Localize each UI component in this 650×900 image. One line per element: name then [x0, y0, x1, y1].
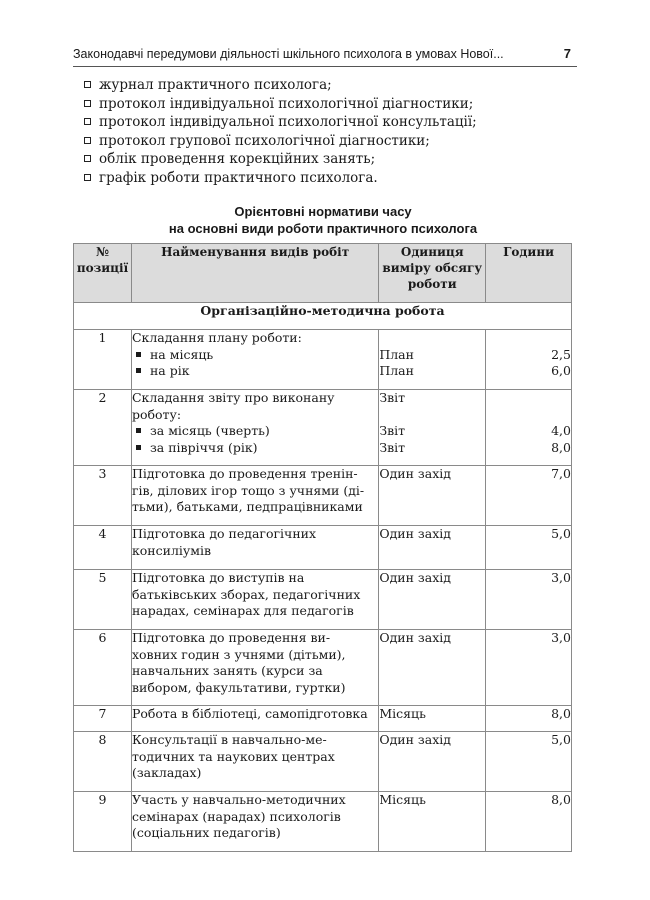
- running-header-title: Законодавчі передумови діяльності шкільного психолога в умовах Нової...: [73, 47, 504, 61]
- table-caption-line-1: Орієнтовні нормативи часу: [234, 204, 412, 219]
- section-title: Організаційно-методична робота: [74, 303, 572, 330]
- header-name: Найменування видів робіт: [131, 244, 378, 303]
- section-row: [74, 303, 572, 330]
- square-bullet-icon: [84, 137, 91, 144]
- square-bullet-icon: [84, 118, 91, 125]
- table-row: 9 Участь у навчально-методичних семінарах (нарадах) психологів (соціальних педагогів) Місяць 8,0: [74, 792, 572, 852]
- list-item: облік проведення корекційних занять;: [82, 150, 477, 169]
- table-row: 1 Складання плану роботи: на місяць на рік План План 2,5 6,0: [74, 330, 572, 390]
- list-item: протокол групової психологічної діагностики;: [82, 132, 477, 151]
- bullet-icon: [136, 352, 141, 357]
- table-row: 5 Підготовка до виступів на батьківських зборах, педагогічних нарадах, семінарах для педагогів Один захід 3,0: [74, 570, 572, 630]
- list-item: журнал практичного психолога;: [82, 76, 477, 95]
- table-row: 7 Робота в бібліотеці, самопідготовка Місяць 8,0: [74, 706, 572, 732]
- bullet-icon: [136, 445, 141, 450]
- list-item: протокол індивідуальної психологічної діагностики;: [82, 95, 477, 114]
- bullet-icon: [136, 368, 141, 373]
- table-row: 6 Підготовка до проведення ви- ховних годин з учнями (дітьми), навчальних занять (курси за вибором, факультативи, гуртки) Один захід 3,0: [74, 630, 572, 706]
- square-bullet-icon: [84, 174, 91, 181]
- square-bullet-icon: [84, 81, 91, 88]
- table-header-row: [74, 244, 572, 303]
- header-num: № позиції: [74, 244, 132, 303]
- running-header: [73, 44, 577, 67]
- list-item: графік роботи практичного психолога.: [82, 169, 477, 188]
- square-bullet-icon: [84, 100, 91, 107]
- table-row: 4 Підготовка до педагогічних консиліумів Один захід 5,0: [74, 526, 572, 570]
- list-item: протокол індивідуальної психологічної консультації;: [82, 113, 477, 132]
- square-bullet-icon: [84, 155, 91, 162]
- page-number: 7: [563, 46, 571, 61]
- document-list: [82, 76, 477, 188]
- sub-item: на місяць: [132, 347, 378, 364]
- sub-item: на рік: [132, 363, 378, 380]
- table-row: 3 Підготовка до проведення тренін- гів, ділових ігор тощо з учнями (ді- тьми), батьками, педпрацівниками Один захід 7,0: [74, 466, 572, 526]
- table-caption-line-2: на основні види роботи практичного психолога: [168, 221, 478, 236]
- table-row: 8 Консультації в навчально-ме- тодичних та наукових центрах (закладах) Один захід 5,0: [74, 732, 572, 792]
- sub-item: за місяць (чверть): [132, 423, 378, 440]
- norms-table: [73, 243, 572, 852]
- sub-item: за півріччя (рік): [132, 440, 378, 457]
- table-row: 2 Складання звіту про виконану роботу: за місяць (чверть) за півріччя (рік) Звіт Звіт Звіт 4,0 8,0: [74, 390, 572, 466]
- header-hours: Години: [486, 244, 572, 303]
- header-unit: Одиниця виміру обсягу роботи: [379, 244, 486, 303]
- bullet-icon: [136, 428, 141, 433]
